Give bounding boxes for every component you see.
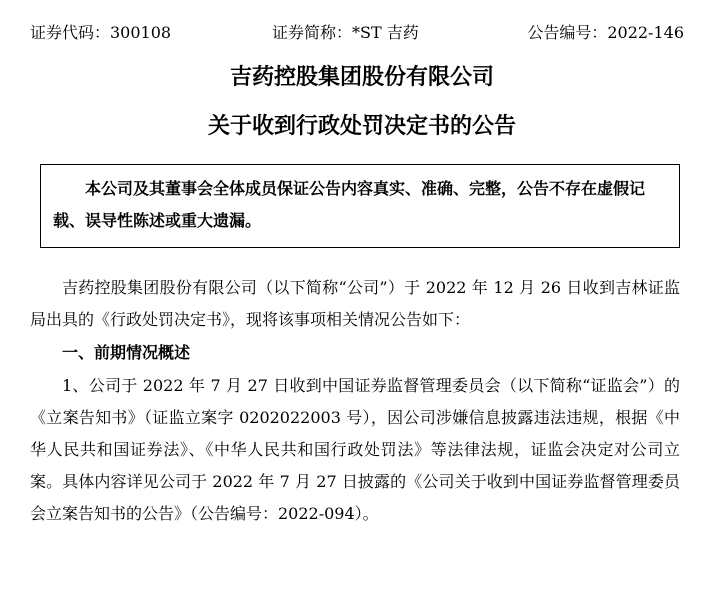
intro-paragraph: 吉药控股集团股份有限公司（以下简称“公司”）于 2022 年 12 月 26 日收到吉林证监局出具的《行政处罚决定书》，现将该事项相关情况公告如下： [30, 278, 680, 329]
stock-abbreviation: 证券简称：*ST 吉药 [272, 23, 419, 42]
body-content [30, 272, 680, 530]
notice-number: 公告编号：2022-146 [527, 23, 684, 42]
board-guarantee-box: 本公司及其董事会全体成员保证公告内容真实、准确、完整，公告不存在虚假记载、误导性陈述或重大遗漏。 [40, 164, 680, 248]
stock-code: 证券代码：300108 [30, 23, 172, 42]
section1-paragraph-1: 1、公司于 2022 年 7 月 27 日收到中国证券监督管理委员会（以下简称“证监会”）的《立案告知书》（证监立案字 0202022003 号），因公司涉嫌信息披露违法违规，根据《中华人民共和国证券法》、《中华人民共和国行政处罚法》等法律法规，证监会决定对公司立案。具体内容详见公司于 2022 年 7 月 27 日披露的《公司关于收到中国证券监督管理委员会立案告知书的公告》（公告编号：2022-094）。 [30, 376, 680, 523]
notice-subject-title: 关于收到行政处罚决定书的公告 [207, 113, 516, 139]
company-title: 吉药控股集团股份有限公司 [229, 64, 494, 90]
document-header [30, 22, 684, 44]
section-heading-background: 一、前期情况概述 [62, 343, 191, 362]
